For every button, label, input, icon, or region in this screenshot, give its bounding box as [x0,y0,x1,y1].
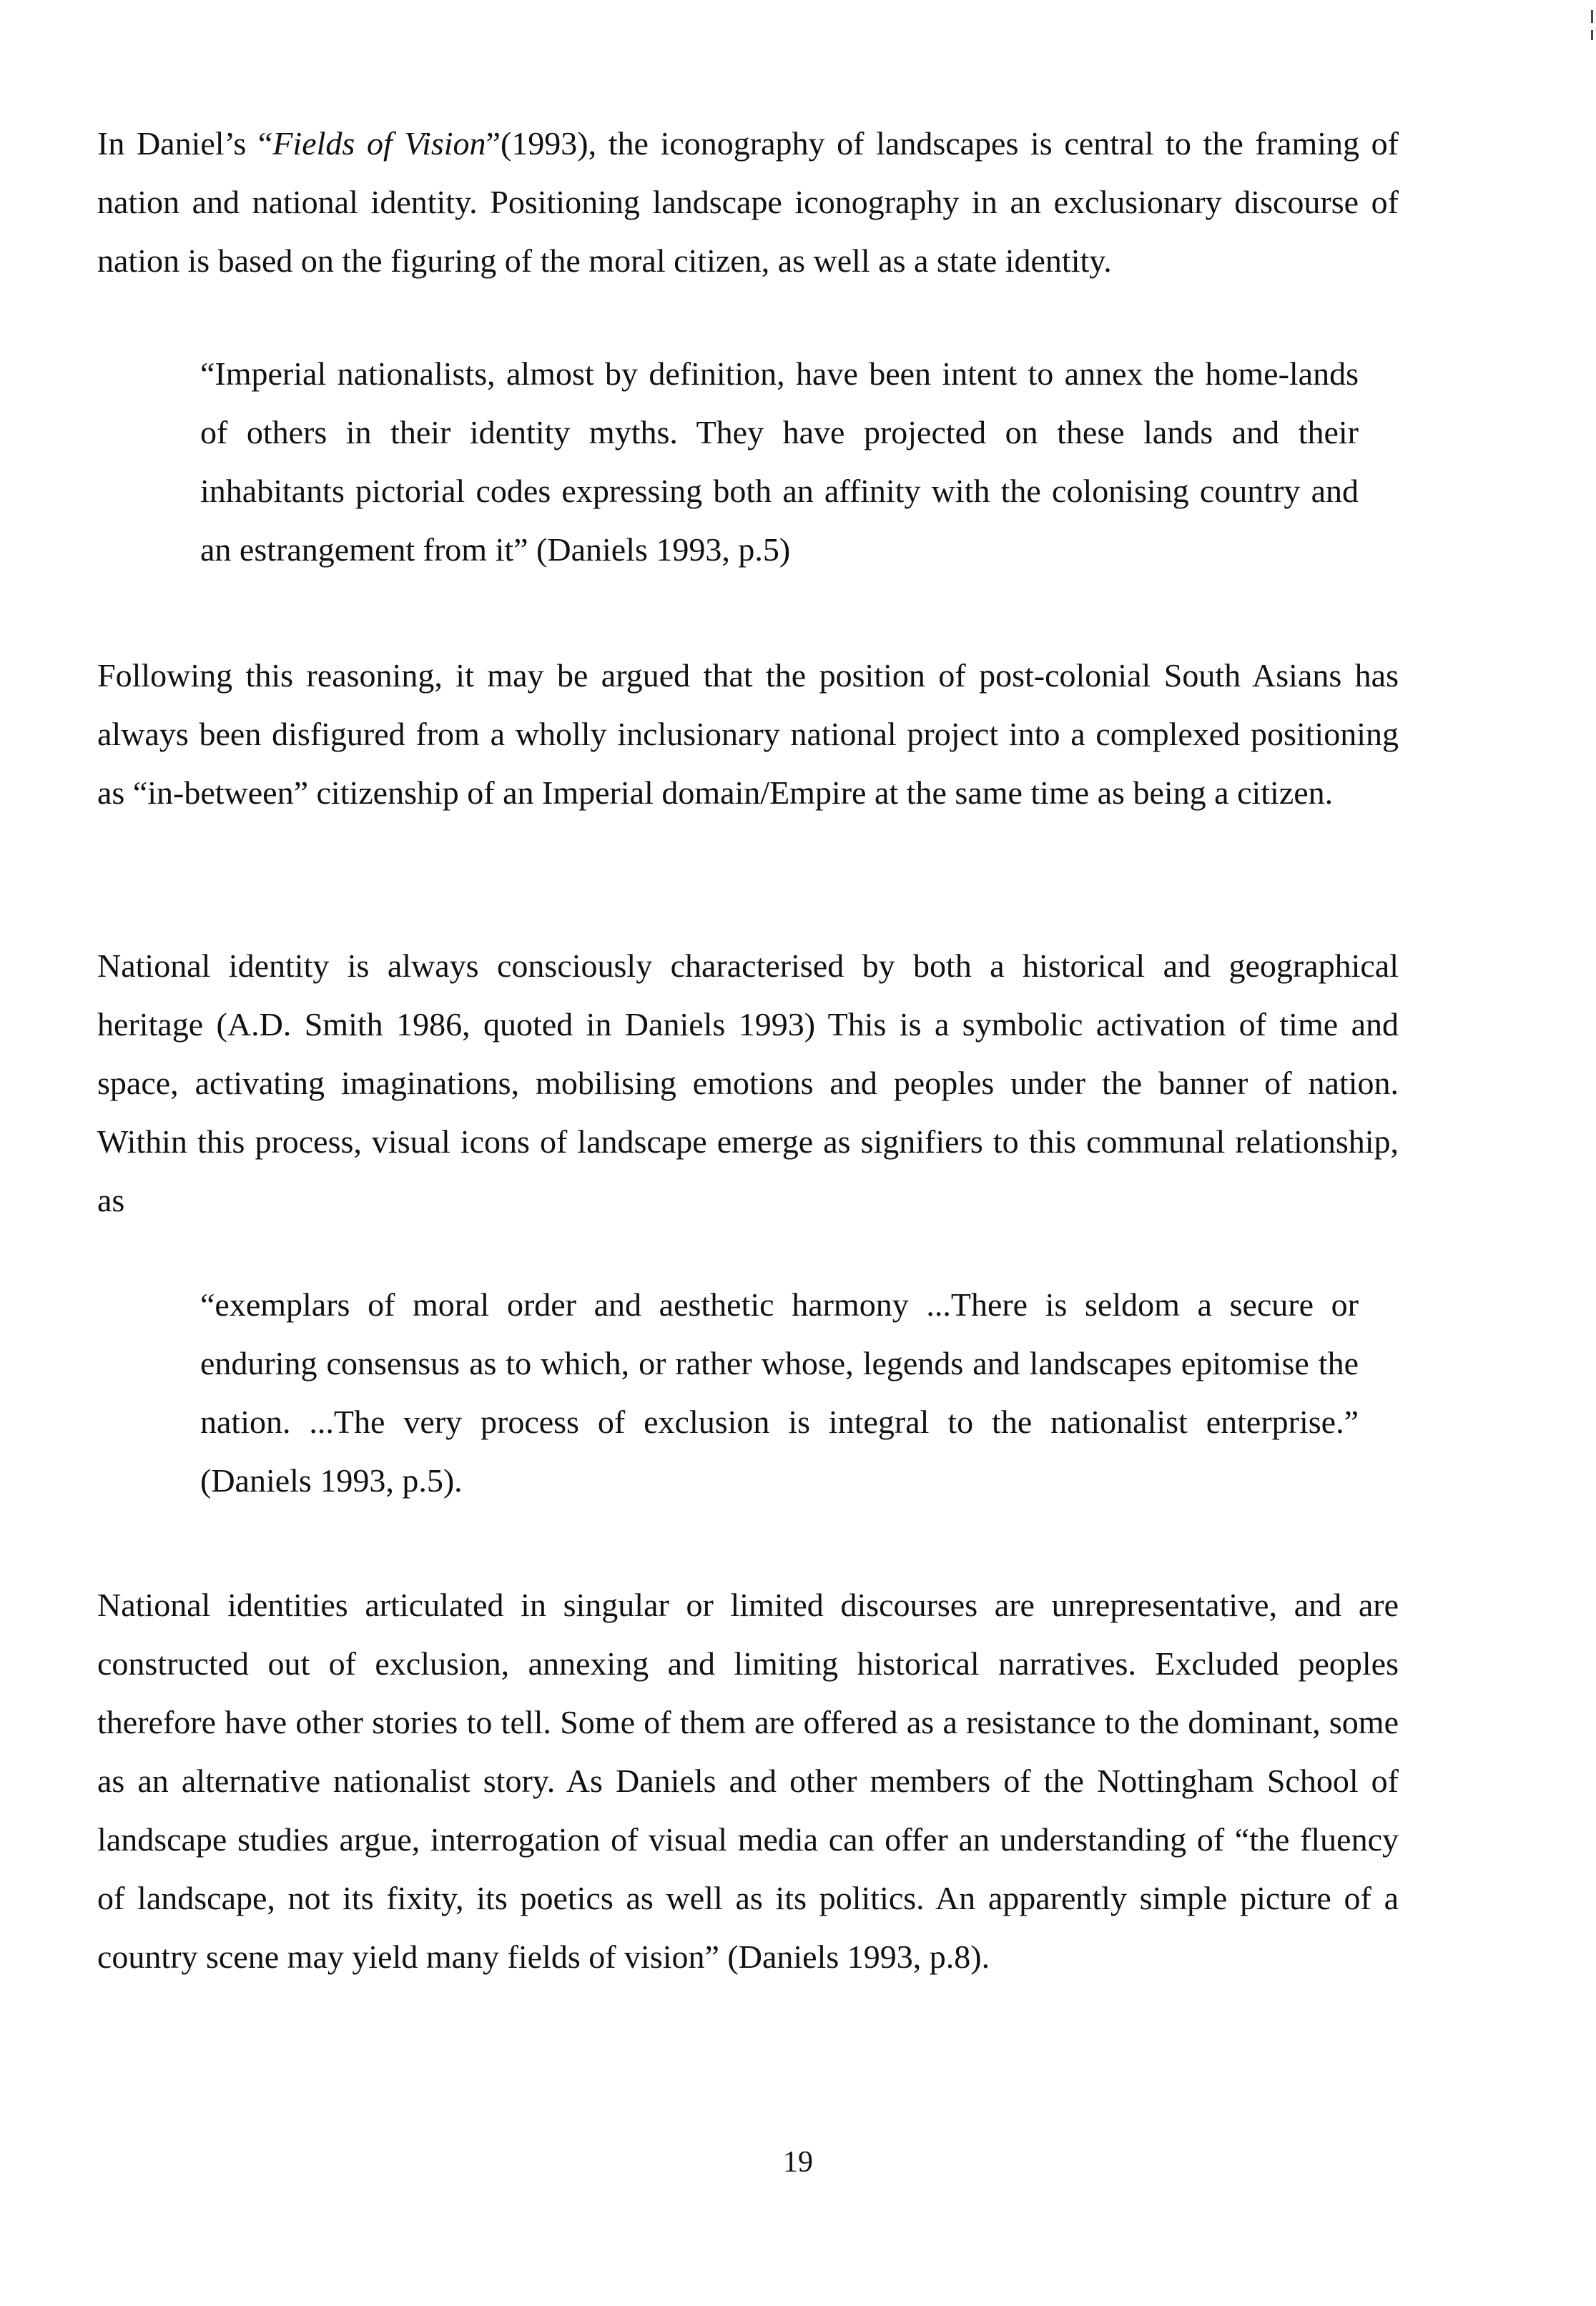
scan-edge-mark [1591,30,1593,40]
intro-rest-text: ”(1993), the iconography of landscapes is central to the framing of nation and national identity. Positioning landscape iconography in an exclusionary discourse of nation is based on the figuring of the moral citizen, as well as a state identity. [97,125,1399,279]
intro-lead-text: In Daniel’s “ [97,125,273,162]
paragraph-national-identities: National identities articulated in singular or limited discourses are unrepresentative, and are constructed out of exclusion, annexing and limiting historical narratives. Excluded peoples therefore have other stories to tell. Some of them are offered as a resistance to the dominant, some as an alternative nationalist story. As Daniels and other members of the Nottingham School of landscape studies argue, interrogation of visual media can offer an understanding of “the fluency of landscape, not its fixity, its poetics as well as its politics. An apparently simple picture of a country scene may yield many fields of vision” (Daniels 1993, p.8). [97,1587,1399,1975]
block-quote-exemplars: “exemplars of moral order and aesthetic harmony ...There is seldom a secure or enduring consensus as to which, or rather whose, legends and landscapes epitomise the nation. ...The very process of exclusion is integral to the nationalist enterprise.” (Daniels 1993, p.5). [200,1286,1359,1499]
scan-edge-mark [1591,10,1593,23]
paragraph-intro [97,114,1399,290]
paragraph-following-reasoning: Following this reasoning, it may be argued that the position of post-colonial South Asians has always been disfigured from a wholly inclusionary national project into a complexed positioning as “in-between” citizenship of an Imperial domain/Empire at the same time as being a citizen. [97,657,1399,811]
block-quote-imperial: “Imperial nationalists, almost by definition, have been intent to annex the home-lands of others in their identity myths. They have projected on these lands and their inhabitants pictorial codes expressing both an affinity with the colonising country and an estrangement from it” (Daniels 1993, p.5) [200,355,1359,568]
page-number: 19 [783,2146,813,2179]
book-title: Fields of Vision [272,125,486,162]
paragraph-national-identity: National identity is always consciously characterised by both a historical and geographical heritage (A.D. Smith 1986, quoted in Daniels 1993) This is a symbolic activation of time and space, activating imaginations, mobilising emotions and peoples under the banner of nation. Within this process, visual icons of landscape emerge as signifiers to this communal relationship, as [97,947,1399,1218]
